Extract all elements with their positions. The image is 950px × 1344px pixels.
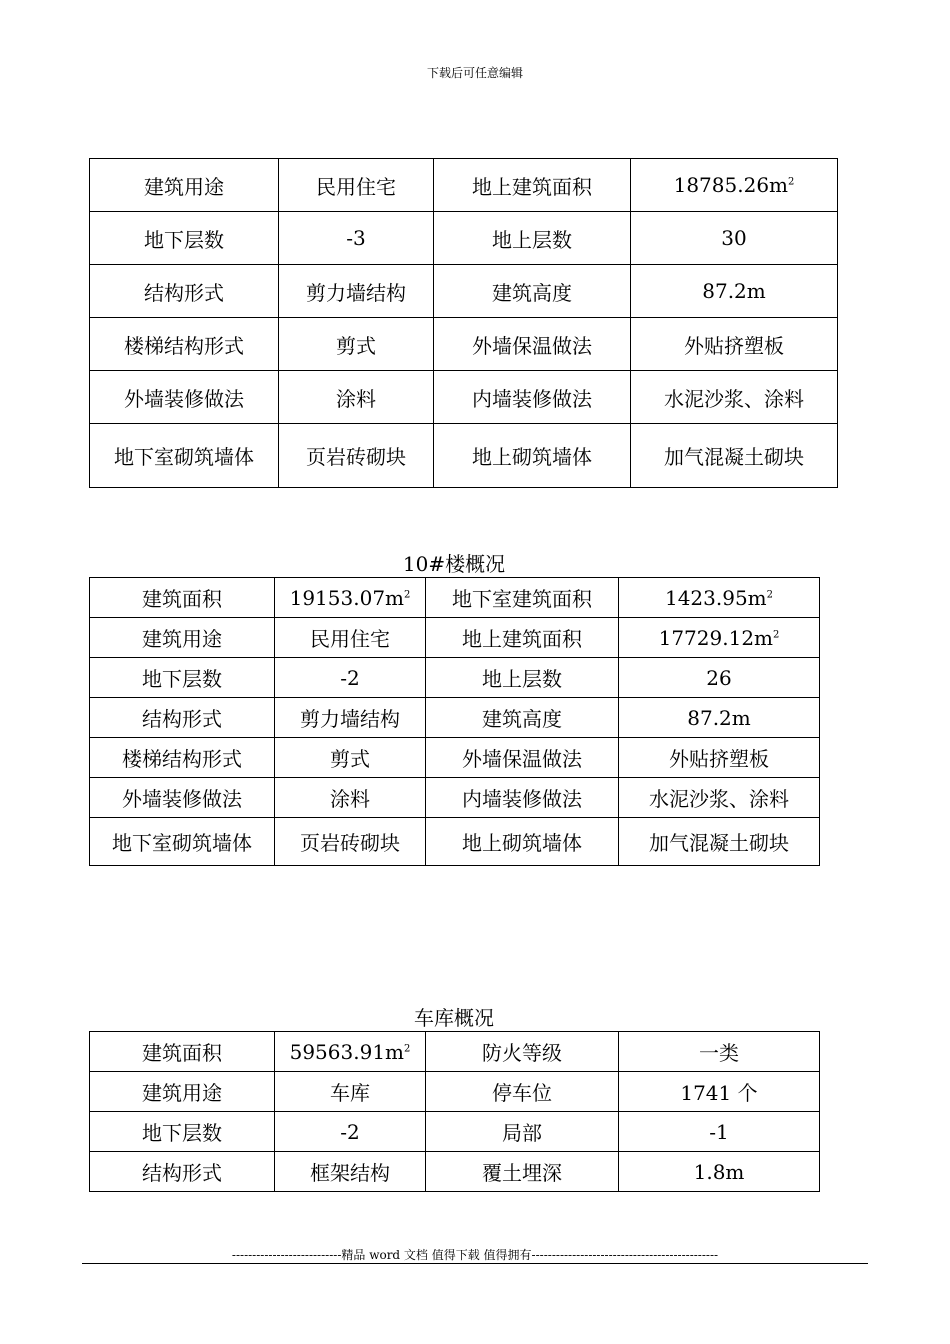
- table-row: [90, 424, 838, 488]
- table-row: [90, 318, 838, 371]
- value-cell: 页岩砖砌块: [275, 818, 426, 866]
- table-row: [90, 618, 820, 658]
- label-cell: 地上层数: [426, 658, 619, 698]
- label-cell: 楼梯结构形式: [90, 318, 279, 371]
- value-cell: -2: [275, 1112, 426, 1152]
- unit-superscript: 2: [766, 588, 774, 600]
- label-cell: 外墙保温做法: [434, 318, 631, 371]
- label-cell: 地下层数: [90, 1112, 275, 1152]
- value-text: 17729.12m: [658, 625, 774, 650]
- unit-superscript: 2: [788, 176, 795, 188]
- table-row: [90, 578, 820, 618]
- value-cell: 涂料: [279, 371, 434, 424]
- table-row: [90, 698, 820, 738]
- label-cell: 停车位: [426, 1072, 619, 1112]
- value-text: 19153.07m: [289, 585, 405, 610]
- label-cell: 覆土埋深: [426, 1152, 619, 1192]
- label-cell: 地下室建筑面积: [426, 578, 619, 618]
- page-footer: ---------------------------精品 word 文档 值得下载 值得拥有----------------------------------------------: [231, 1248, 719, 1262]
- label-cell: 内墙装修做法: [426, 778, 619, 818]
- label-cell: 局部: [426, 1112, 619, 1152]
- label-cell: 地上砌筑墙体: [426, 818, 619, 866]
- unit-superscript: 2: [773, 628, 780, 640]
- label-cell: 地下层数: [90, 212, 279, 265]
- table-row: [90, 1032, 820, 1072]
- value-cell: 民用住宅: [279, 159, 434, 212]
- value-cell: -1: [619, 1112, 820, 1152]
- value-cell: 水泥沙浆、涂料: [619, 778, 820, 818]
- value-cell: [631, 159, 838, 212]
- value-text: 1423.95m: [664, 585, 767, 610]
- value-cell: 剪式: [279, 318, 434, 371]
- unit-superscript: 2: [404, 588, 411, 600]
- label-cell: 内墙装修做法: [434, 371, 631, 424]
- value-cell: -2: [275, 658, 426, 698]
- label-cell: 外墙装修做法: [90, 371, 279, 424]
- label-cell: 建筑面积: [90, 578, 275, 618]
- value-cell: 一类: [619, 1032, 820, 1072]
- label-cell: 外墙装修做法: [90, 778, 275, 818]
- table-row: [90, 159, 838, 212]
- label-cell: 地下室砌筑墙体: [90, 818, 275, 866]
- table-row: [90, 818, 820, 866]
- table-row: [90, 1072, 820, 1112]
- page-header: 下载后可任意编辑: [426, 66, 523, 80]
- value-cell: [275, 1032, 426, 1072]
- building-10-overview-table: [89, 577, 820, 866]
- label-cell: 建筑用途: [90, 618, 275, 658]
- label-cell: 建筑高度: [434, 265, 631, 318]
- table-caption: 车库概况: [414, 1006, 494, 1030]
- value-text: 18785.26m: [673, 173, 789, 197]
- label-cell: 结构形式: [90, 1152, 275, 1192]
- value-cell: 剪力墙结构: [275, 698, 426, 738]
- value-cell: [619, 578, 820, 618]
- value-cell: 民用住宅: [275, 618, 426, 658]
- table-row: [90, 212, 838, 265]
- value-cell: 26: [619, 658, 820, 698]
- value-cell: [619, 618, 820, 658]
- value-cell: 1.8m: [619, 1152, 820, 1192]
- table-row: [90, 371, 838, 424]
- value-cell: 剪式: [275, 738, 426, 778]
- table-row: [90, 1152, 820, 1192]
- value-text: 59563.91m: [289, 1039, 405, 1064]
- value-cell: 车库: [275, 1072, 426, 1112]
- label-cell: 地下层数: [90, 658, 275, 698]
- value-cell: 1741 个: [619, 1072, 820, 1112]
- table-row: [90, 778, 820, 818]
- label-cell: 建筑面积: [90, 1032, 275, 1072]
- table-row: [90, 1112, 820, 1152]
- label-cell: 建筑用途: [90, 1072, 275, 1112]
- value-cell: 87.2m: [619, 698, 820, 738]
- value-cell: 外贴挤塑板: [619, 738, 820, 778]
- table-caption: 10#楼概况: [402, 552, 506, 576]
- building-overview-table: [89, 158, 838, 488]
- label-cell: 地上砌筑墙体: [434, 424, 631, 488]
- value-cell: 水泥沙浆、涂料: [631, 371, 838, 424]
- value-cell: [275, 578, 426, 618]
- label-cell: 建筑用途: [90, 159, 279, 212]
- label-cell: 外墙保温做法: [426, 738, 619, 778]
- unit-superscript: 2: [404, 1042, 411, 1054]
- value-cell: 加气混凝土砌块: [631, 424, 838, 488]
- label-cell: 地上建筑面积: [434, 159, 631, 212]
- value-cell: 87.2m: [631, 265, 838, 318]
- label-cell: 结构形式: [90, 265, 279, 318]
- value-cell: 页岩砖砌块: [279, 424, 434, 488]
- value-cell: 剪力墙结构: [279, 265, 434, 318]
- garage-overview-table: [89, 1031, 820, 1192]
- value-cell: 加气混凝土砌块: [619, 818, 820, 866]
- label-cell: 楼梯结构形式: [90, 738, 275, 778]
- label-cell: 结构形式: [90, 698, 275, 738]
- label-cell: 防火等级: [426, 1032, 619, 1072]
- table-row: [90, 738, 820, 778]
- value-cell: -3: [279, 212, 434, 265]
- label-cell: 地上层数: [434, 212, 631, 265]
- table-row: [90, 658, 820, 698]
- label-cell: 地上建筑面积: [426, 618, 619, 658]
- label-cell: 建筑高度: [426, 698, 619, 738]
- value-cell: 外贴挤塑板: [631, 318, 838, 371]
- label-cell: 地下室砌筑墙体: [90, 424, 279, 488]
- value-cell: 框架结构: [275, 1152, 426, 1192]
- footer-divider: [82, 1263, 868, 1264]
- table-row: [90, 265, 838, 318]
- value-cell: 30: [631, 212, 838, 265]
- value-cell: 涂料: [275, 778, 426, 818]
